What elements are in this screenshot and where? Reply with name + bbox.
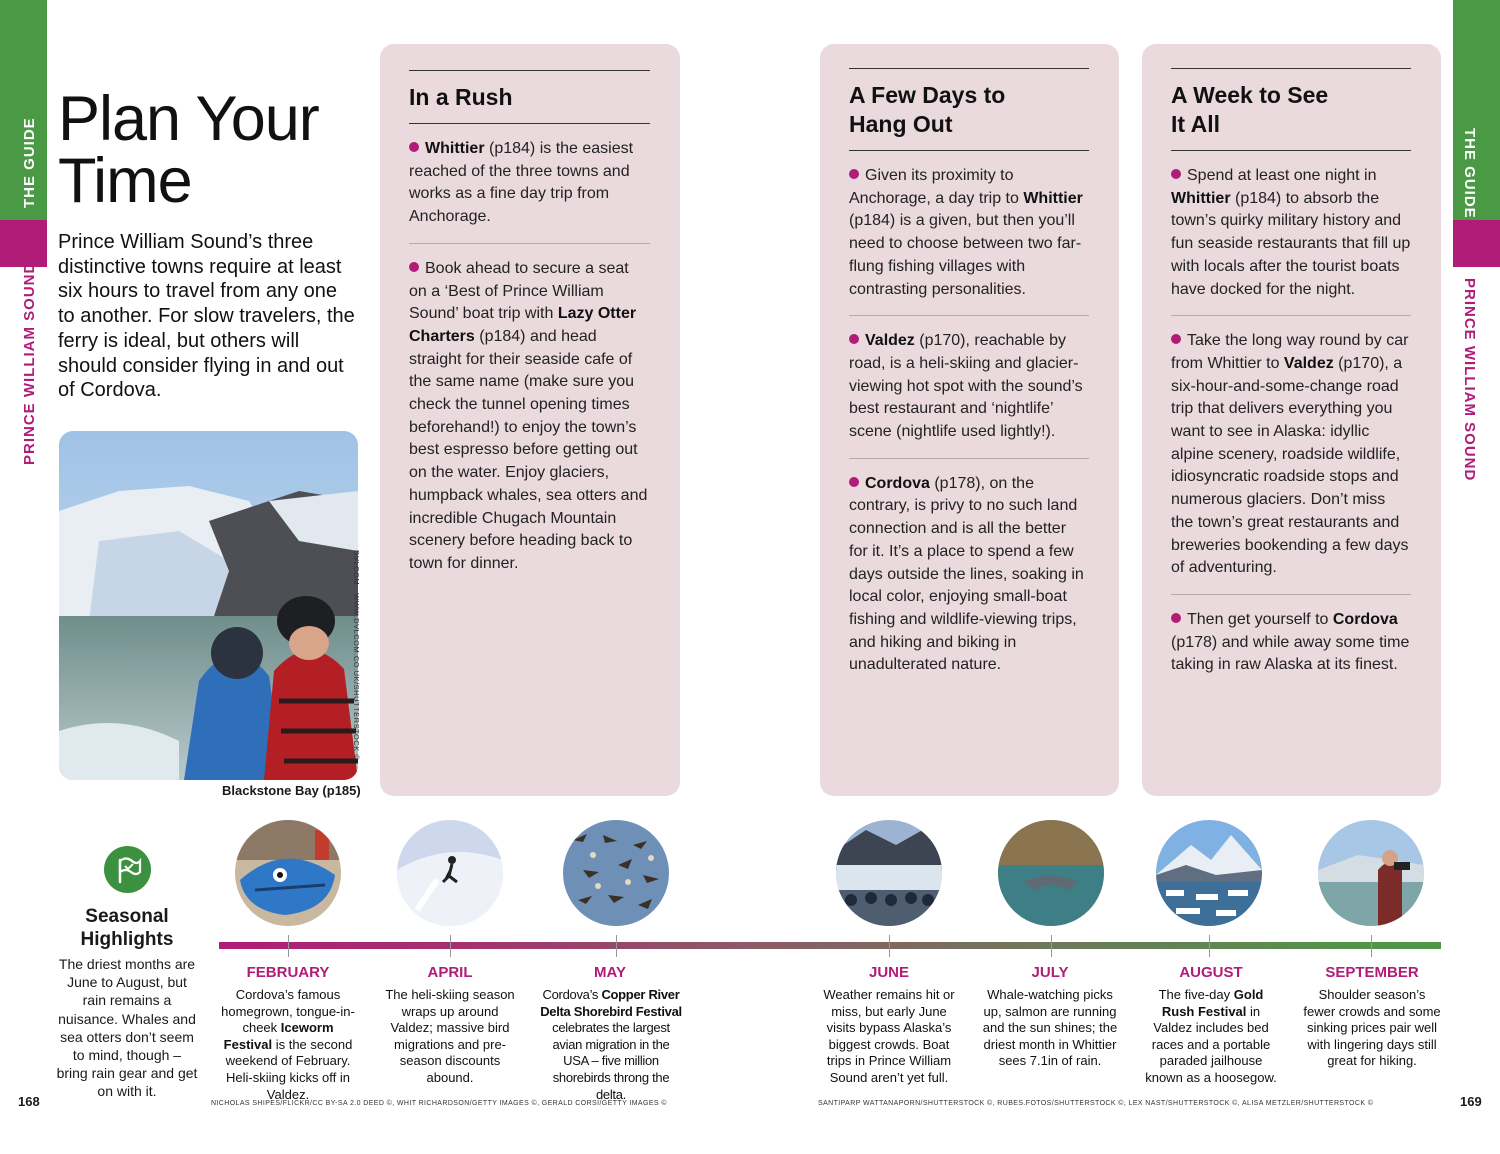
chapter-label-right: PRINCE WILLIAM SOUND bbox=[1461, 278, 1478, 482]
timeline-tick bbox=[616, 935, 617, 957]
timeline-tick bbox=[1051, 935, 1052, 957]
month-label-may: MAY bbox=[594, 964, 626, 981]
timeline-tick bbox=[1371, 935, 1372, 957]
page-number-right: 169 bbox=[1460, 1094, 1482, 1109]
month-text-may: Cordova’s Copper River Delta Shorebird Festival celebrates the largest avian migration in the USA – five million shorebirds throng the delta. bbox=[540, 987, 682, 1102]
timeline-tick bbox=[288, 935, 289, 957]
chapter-label-left: PRINCE WILLIAM SOUND bbox=[21, 261, 38, 465]
itinerary-item: Then get yourself to Cordova (p178) and while away some time taking in raw Alaska at its finest. bbox=[1171, 610, 1410, 674]
intro-text: Prince William Sound’s three distinctive towns require at least six hours to travel from any one to another. For slow travelers, the ferry is ideal, but others will should consider flying in and out of Cordova. bbox=[58, 231, 355, 402]
bullet-dot-icon bbox=[409, 142, 419, 152]
itinerary-item: Take the long way round by car from Whittier to Valdez (p170), a six-hour-and-some-change road trip that delivers everything you want to see in Alaska: idyllic alpine scenery, roadside wildlife, idiosyncratic roadside stops and numerous glaciers. Don’t miss the town’s great restaurants and breweries bookending a few days of adventuring. bbox=[1171, 316, 1411, 595]
chapter-tab-right bbox=[1453, 220, 1500, 267]
month-text-february: Cordova’s famous homegrown, tongue-in-cheek Iceworm Festival is the second weekend of February. Heli-skiing kicks off in Valdez. bbox=[221, 987, 355, 1102]
seasonal-text: The driest months are June to August, but rain remains a nuisance. Whales and sea otters don’t seem to mind, though – bring rain gear and get on with it. bbox=[56, 956, 198, 1100]
photo-credit: DVLCOM · WWW.DVLCOM.CO.UK/SHUTTERSTOCK © bbox=[352, 550, 361, 761]
month-label-february: FEBRUARY bbox=[246, 964, 330, 981]
card-in-a-rush bbox=[380, 44, 680, 796]
itinerary-item: Spend at least one night in Whittier (p184) to absorb the town’s quirky military history and fun seaside restaurants that fill up with locals after the tourist boats have docked for the night. bbox=[1171, 151, 1411, 316]
blackstone-bay-photo bbox=[59, 431, 358, 780]
april-photo bbox=[397, 820, 503, 926]
seasonal-title: Seasonal Highlights bbox=[80, 906, 174, 950]
page-title bbox=[58, 84, 319, 216]
month-text-july: Whale-watching picks up, salmon are running and the sun shines; the driest month in Whittier sees 7.1in of rain. bbox=[982, 987, 1118, 1069]
card-a-week bbox=[1142, 44, 1441, 796]
timeline-tick bbox=[1209, 935, 1210, 957]
month-text-april: The heli-skiing season wraps up around Valdez; massive bird migrations and pre-season discounts abound. bbox=[385, 987, 515, 1085]
june-photo bbox=[836, 820, 942, 926]
bullet-dot-icon bbox=[409, 262, 419, 272]
bullet-dot-icon bbox=[849, 334, 859, 344]
timeline-tick bbox=[889, 935, 890, 957]
month-label-june: JUNE bbox=[868, 964, 909, 981]
february-photo bbox=[235, 820, 341, 926]
month-label-april: APRIL bbox=[427, 964, 473, 981]
card-heading: A Few Days to Hang Out bbox=[849, 69, 1089, 151]
itinerary-item: Given its proximity to Anchorage, a day trip to Whittier (p184) is a given, but then you’ll need to choose between two far-flung fishing villages with contrasting personalities. bbox=[849, 151, 1089, 316]
july-photo bbox=[998, 820, 1104, 926]
september-photo bbox=[1318, 820, 1424, 926]
timeline-tick bbox=[450, 935, 451, 957]
month-text-august: The five-day Gold Rush Festival in Valdez includes bed races and a portable paraded jailhouse known as a hoosegow. bbox=[1145, 987, 1277, 1085]
may-photo bbox=[563, 820, 669, 926]
bullet-dot-icon bbox=[1171, 169, 1181, 179]
bullet-dot-icon bbox=[849, 477, 859, 487]
itinerary-item: Valdez (p170), reachable by road, is a heli-skiing and glacier-viewing hot spot with the sound’s best restaurant and ‘nightlife’ scene (nightlife used lightly!). bbox=[849, 316, 1089, 459]
card-heading: In a Rush bbox=[409, 71, 650, 124]
photo-credits-left: NICHOLAS SHIPES/FLICKR/CC BY-SA 2.0 DEED ©, WHIT RICHARDSON/GETTY IMAGES ©, GERALD CORSI/GETTY IMAGES © bbox=[211, 1100, 667, 1107]
title-line-2: Time bbox=[58, 146, 192, 216]
page-number-left: 168 bbox=[18, 1094, 40, 1109]
month-label-july: JULY bbox=[1031, 964, 1069, 981]
title-line-1: Plan Your bbox=[58, 84, 319, 154]
itinerary-item: Cordova (p178), on the contrary, is privy to no such land connection and is all the better for it. It’s a place to spend a few days outside the lines, soaking in local color, enjoying small-boat fishing and wildlife-viewing trips, and hiking and biking in unadulterated nature. bbox=[849, 474, 1084, 674]
photo-credits-right: SANTIPARP WATTANAPORN/SHUTTERSTOCK ©, RUBES.FOTOS/SHUTTERSTOCK ©, LEX NAST/SHUTTERSTOCK ©, ALISA METZLER/SHUTTERSTOCK © bbox=[818, 1100, 1374, 1107]
section-label-left: THE GUIDE bbox=[21, 117, 38, 208]
seasonal-flag-icon bbox=[104, 846, 151, 893]
bullet-dot-icon bbox=[1171, 613, 1181, 623]
month-text-september: Shoulder season’s fewer crowds and some sinking prices pair well with lingering days still great for hiking. bbox=[1303, 987, 1441, 1069]
itinerary-item: Book ahead to secure a seat on a ‘Best of Prince William Sound’ boat trip with Lazy Otter Charters (p184) and head straight for their seaside cafe of the same name (make sure you check the tunnel opening times beforehand!) to enjoy the town’s best espresso before getting out on the water. Enjoy glaciers, humpback whales, sea otters and incredible Chugach Mountain scenery before heading back to town for dinner. bbox=[409, 259, 648, 572]
card-a-few-days bbox=[820, 44, 1119, 796]
august-photo bbox=[1156, 820, 1262, 926]
card-heading: A Week to See It All bbox=[1171, 69, 1411, 151]
bullet-dot-icon bbox=[1171, 334, 1181, 344]
month-label-august: AUGUST bbox=[1179, 964, 1243, 981]
photo-caption: Blackstone Bay (p185) bbox=[222, 783, 361, 798]
month-text-june: Weather remains hit or miss, but early June visits bypass Alaska’s biggest crowds. Boat trips in Prince William Sound aren’t yet full. bbox=[823, 987, 955, 1085]
bullet-dot-icon bbox=[849, 169, 859, 179]
month-label-september: SEPTEMBER bbox=[1325, 964, 1419, 981]
section-label-right: THE GUIDE bbox=[1461, 128, 1478, 219]
chapter-tab-left bbox=[0, 220, 47, 267]
timeline-bar bbox=[219, 942, 1441, 949]
itinerary-item: Whittier (p184) is the easiest reached of the three towns and works as a fine day trip from Anchorage. bbox=[409, 124, 650, 244]
